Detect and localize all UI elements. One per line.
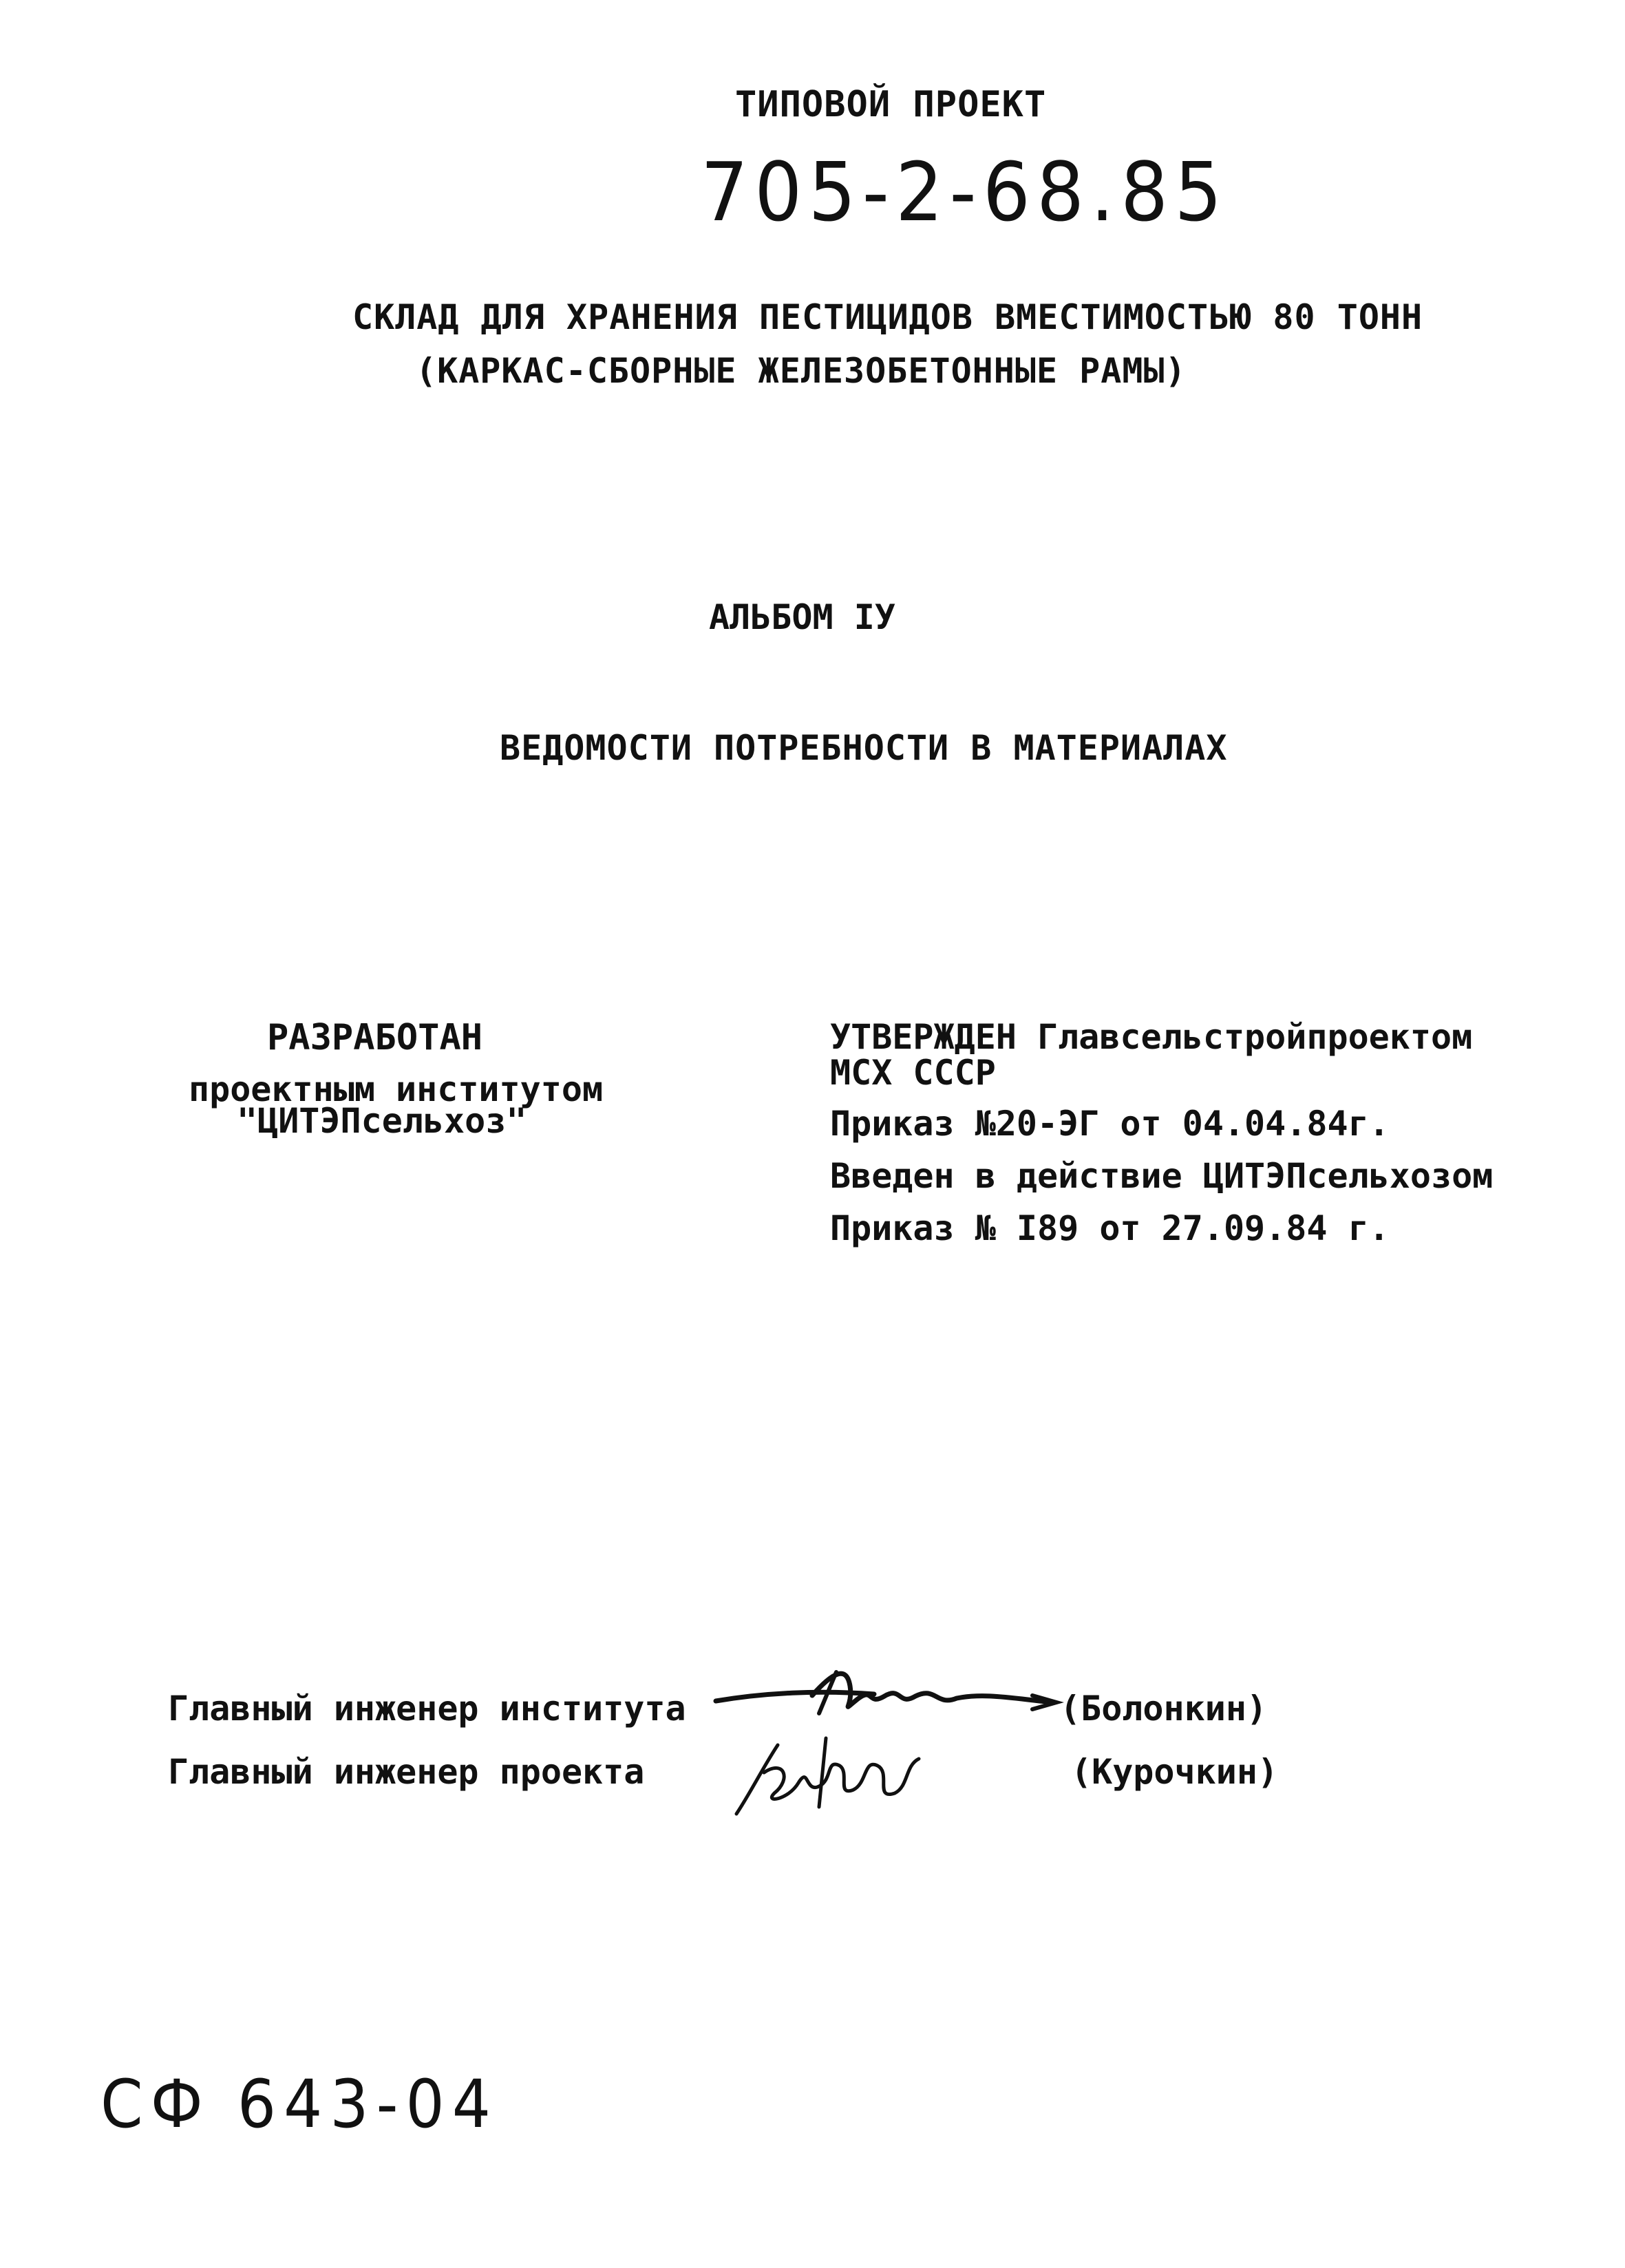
album-label: АЛЬБОМ IУ (709, 597, 895, 637)
developed-label: РАЗРАБОТАН (267, 1017, 483, 1058)
document-type-label: ТИПОВОЙ ПРОЕКТ (735, 84, 1047, 125)
signature-role-2: Главный инженер проекта (168, 1752, 645, 1792)
signature-name-2: (Курочкин) (1071, 1752, 1279, 1792)
project-number: 705-2-68.85 (701, 145, 1229, 239)
approved-line-4: Введен в действие ЦИТЭПсельхозом (830, 1156, 1494, 1196)
archive-code: СФ 643-04 (100, 2066, 498, 2143)
approved-line-2: МСХ СССР (830, 1053, 996, 1093)
signature-name-1: (Болонкин) (1060, 1689, 1268, 1729)
album-title: ВЕДОМОСТИ ПОТРЕБНОСТИ В МАТЕРИАЛАХ (500, 728, 1228, 768)
approved-line-3: Приказ №20-ЭГ от 04.04.84г. (830, 1104, 1390, 1144)
developed-line-1: проектным институтом (189, 1069, 604, 1109)
approved-line-1: УТВЕРЖДЕН Главсельстройпроектом (830, 1017, 1473, 1057)
developed-line-2: "ЦИТЭПсельхоз" (237, 1101, 527, 1141)
handwritten-signature-2 (723, 1718, 929, 1828)
handwritten-signature-1 (709, 1658, 1067, 1727)
approved-line-5: Приказ № I89 от 27.09.84 г. (830, 1208, 1390, 1248)
title-line-1: СКЛАД ДЛЯ ХРАНЕНИЯ ПЕСТИЦИДОВ ВМЕСТИМОСТЬЮ 80 ТОНН (352, 297, 1423, 337)
title-line-2: (КАРКАС-СБОРНЫЕ ЖЕЛЕЗОБЕТОННЫЕ РАМЫ) (416, 351, 1187, 391)
signature-role-1: Главный инженер института (168, 1689, 686, 1729)
